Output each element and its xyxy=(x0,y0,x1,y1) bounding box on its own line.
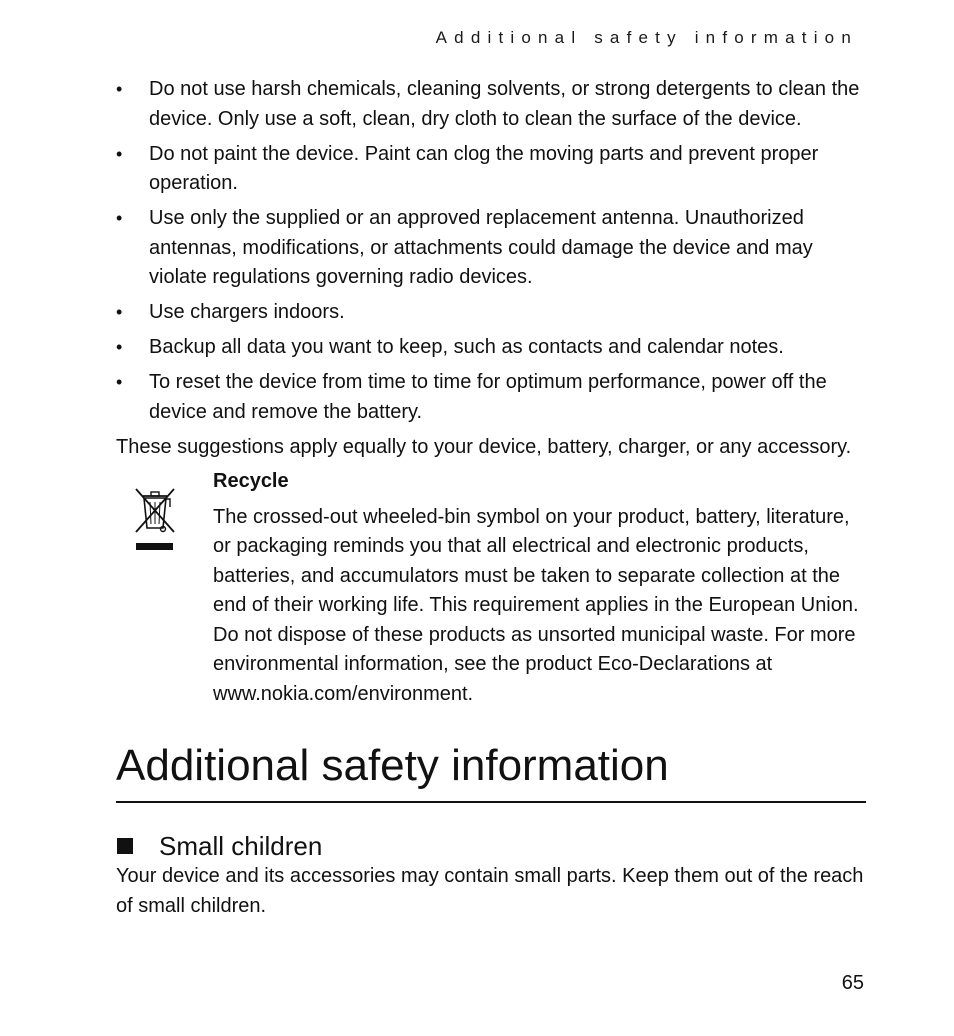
list-item-text: Use chargers indoors. xyxy=(149,301,345,323)
suggestions-paragraph: These suggestions apply equally to your device, battery, charger, or any accessory. xyxy=(116,435,852,458)
list-item-text: Do not paint the device. Paint can clog the moving parts and prevent proper operation. xyxy=(149,142,819,194)
bullet-dot-icon: • xyxy=(116,372,123,392)
list-item xyxy=(116,204,866,293)
bullet-dot-icon: • xyxy=(116,337,123,357)
list-item xyxy=(116,298,866,328)
page-content xyxy=(116,75,866,921)
list-item xyxy=(116,333,866,363)
recycle-heading: Recycle xyxy=(213,470,289,492)
list-item xyxy=(116,75,866,134)
list-item-text: Backup all data you want to keep, such as contacts and calendar notes. xyxy=(149,336,784,358)
recycle-paragraph: The crossed-out wheeled-bin symbol on your product, battery, literature, or packaging reminds you that all electrical and electronic products, batteries, and accumulators must be taken to separate collection at the end of their working life. This requirement applies in the European Union. Do not dispose of these products as unsorted municipal waste. For more environmental information, see the product Eco-Declarations at www.nokia.com/environment. xyxy=(213,505,859,705)
subsection-paragraph: Your device and its accessories may contain small parts. Keep them out of the reach of small children. xyxy=(116,865,864,917)
page-number: 65 xyxy=(841,972,864,994)
bullet-list xyxy=(116,75,866,427)
running-header: Additional safety information xyxy=(435,28,858,47)
subsection-heading xyxy=(116,830,866,862)
section-title: Additional safety information xyxy=(116,740,866,803)
bullet-dot-icon: • xyxy=(116,302,123,322)
list-item-text: Do not use harsh chemicals, cleaning solvents, or strong detergents to clean the device. Only use a soft, clean, dry cloth to clean the surface of the device. xyxy=(149,78,860,130)
list-item xyxy=(116,368,866,427)
crossed-out-wheeled-bin-icon xyxy=(133,487,177,553)
list-item-text: To reset the device from time to time for optimum performance, power off the device and remove the battery. xyxy=(149,371,827,423)
subsection-title: Small children xyxy=(159,831,323,861)
list-item xyxy=(116,140,866,199)
recycle-block xyxy=(116,467,866,709)
bullet-dot-icon: • xyxy=(116,208,123,228)
bullet-dot-icon: • xyxy=(116,143,123,164)
square-bullet-icon xyxy=(117,838,133,854)
list-item-text: Use only the supplied or an approved replacement antenna. Unauthorized antennas, modifications, or attachments could damage the device and may violate regulations governing radio devices. xyxy=(149,207,813,288)
bullet-dot-icon: • xyxy=(116,79,123,99)
